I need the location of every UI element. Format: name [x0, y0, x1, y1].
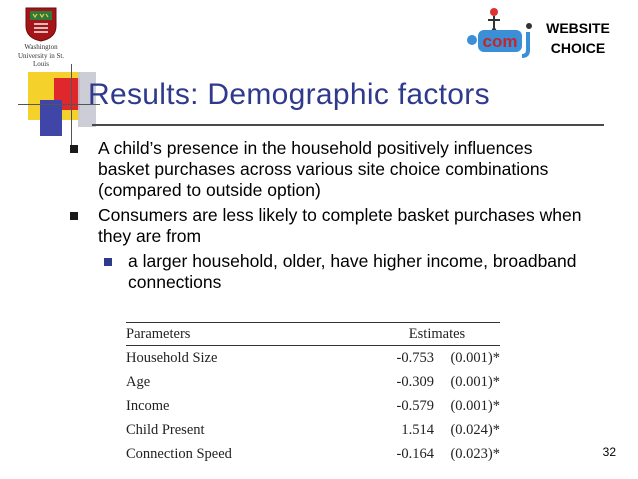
- param-name: Age: [126, 373, 151, 390]
- page-number: 32: [602, 445, 616, 459]
- param-std-error: (0.001)*: [450, 373, 500, 390]
- param-name: Child Present: [126, 421, 205, 438]
- param-estimate: 1.514: [401, 421, 434, 438]
- com-clipart-icon: [464, 6, 536, 60]
- bullet-item: A child’s presence in the household positively influences basket purchases across various site choice combinations (compared to outside option): [66, 138, 586, 201]
- slide-title: Results: Demographic factors: [88, 78, 490, 111]
- table-row: [126, 394, 500, 418]
- param-name: Connection Speed: [126, 445, 232, 462]
- param-std-error: (0.023)*: [450, 445, 500, 462]
- param-std-error: (0.001)*: [450, 349, 500, 366]
- title-underline: [92, 124, 604, 126]
- website-choice-label: [534, 18, 622, 62]
- table-row: [126, 370, 500, 394]
- shield-icon: [24, 6, 58, 42]
- param-std-error: (0.001)*: [450, 397, 500, 414]
- table-row: [126, 442, 500, 466]
- logo-caption-line2: University in St. Louis: [17, 52, 65, 68]
- param-std-error: (0.024)*: [450, 421, 500, 438]
- param-name: Household Size: [126, 349, 218, 366]
- brand-mark-text: com: [482, 32, 518, 51]
- logo-caption-line1: Washington: [24, 43, 58, 51]
- param-estimate: -0.309: [396, 373, 434, 390]
- site-label-line1: WEBSITE: [546, 20, 610, 36]
- param-estimate: -0.753: [396, 349, 434, 366]
- table-header-row: [126, 323, 500, 345]
- bullet-list: [66, 138, 586, 293]
- decor-blue-block: [40, 100, 62, 136]
- header-parameters: Parameters: [126, 325, 191, 342]
- site-label-line2: CHOICE: [550, 40, 606, 56]
- bullet-item: Consumers are less likely to complete basket purchases when they are from: [66, 205, 586, 247]
- param-estimate: -0.164: [396, 445, 434, 462]
- param-name: Income: [126, 397, 170, 414]
- university-logo: [10, 6, 72, 66]
- estimates-table: [126, 322, 500, 466]
- param-estimate: -0.579: [396, 397, 434, 414]
- table-row: [126, 346, 500, 370]
- header-estimates: Estimates: [408, 325, 466, 342]
- table-row: [126, 418, 500, 442]
- sub-bullet-item: a larger household, older, have higher income, broadband connections: [66, 251, 586, 293]
